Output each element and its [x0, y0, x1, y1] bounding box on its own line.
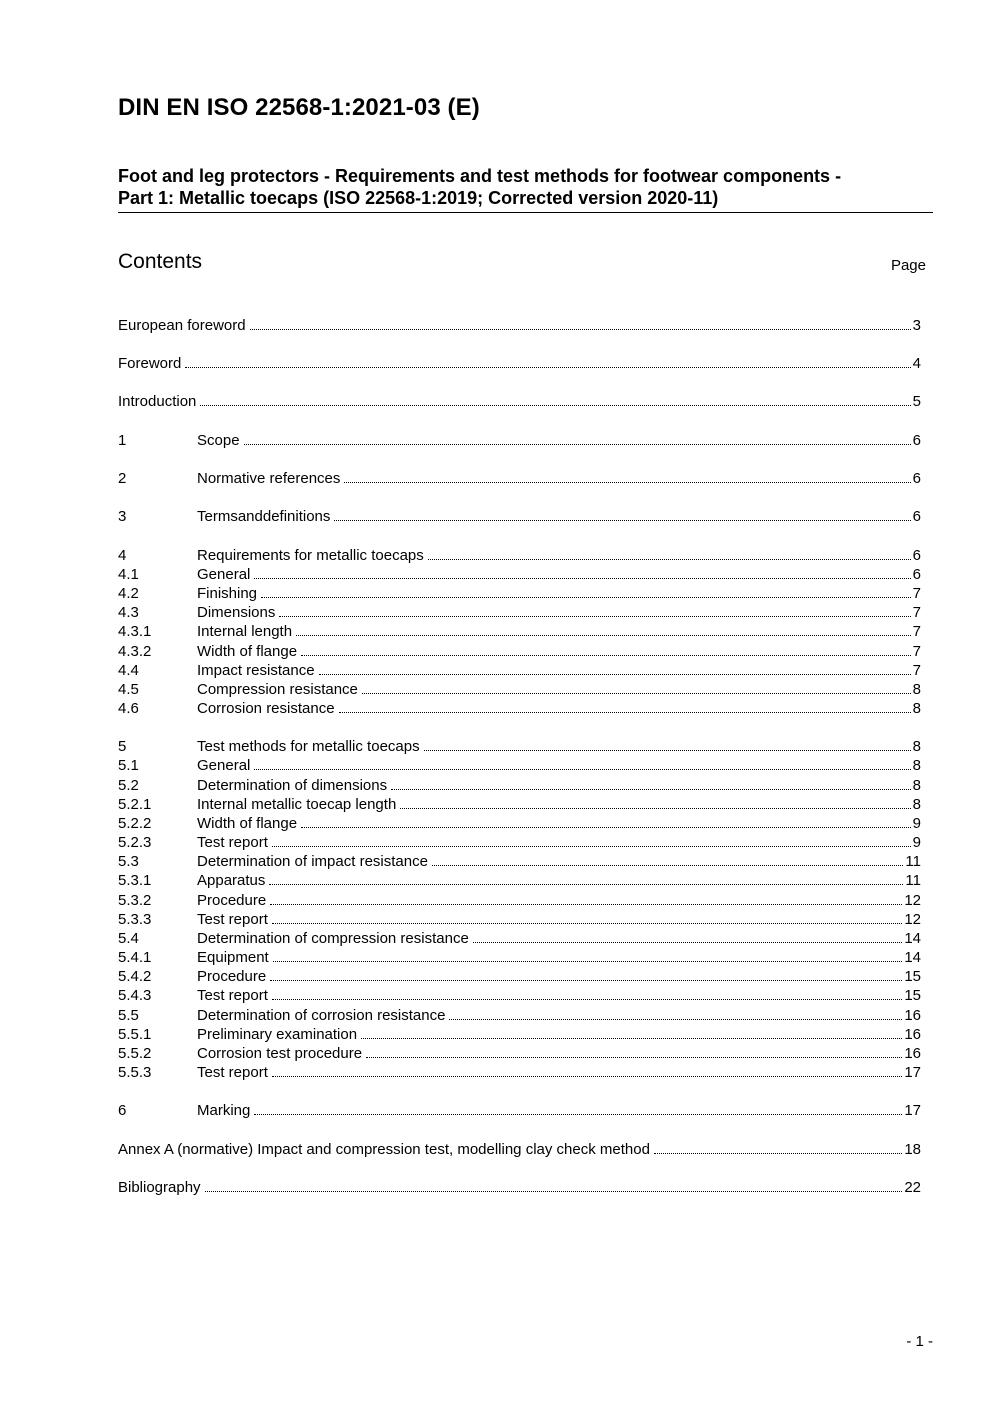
toc-entry-page: 7 [912, 623, 921, 640]
toc-entry[interactable] [118, 469, 921, 488]
toc-dot-leader [272, 910, 902, 924]
toc-entry[interactable] [118, 891, 921, 910]
toc-entry-title: Determination of compression resistance [197, 930, 469, 947]
toc-entry-number: 5.3.1 [118, 872, 152, 889]
toc-entry-title: Determination of impact resistance [197, 853, 428, 870]
toc-entry[interactable] [118, 967, 921, 986]
toc-entry-page: 3 [912, 317, 921, 334]
toc-entry-page: 7 [912, 643, 921, 660]
toc-entry-title: Compression resistance [197, 681, 358, 698]
toc-dot-leader [391, 776, 911, 790]
toc-entry-number: 4.3.2 [118, 643, 152, 660]
toc-dot-leader [279, 603, 910, 617]
toc-entry[interactable] [118, 680, 921, 699]
toc-entry-page: 17 [904, 1102, 921, 1119]
toc-dot-leader [334, 507, 910, 521]
toc-dot-leader [254, 1101, 902, 1115]
toc-entry-number: 5 [118, 738, 127, 755]
toc-entry-page: 11 [905, 853, 921, 870]
toc-entry-page: 6 [912, 470, 921, 487]
footer-page-number: - 1 - [906, 1333, 933, 1350]
toc-entry-number: 4.5 [118, 681, 139, 698]
toc-entry-number: 3 [118, 508, 127, 525]
toc-entry[interactable] [118, 354, 921, 373]
toc-entry-title: Scope [197, 432, 240, 449]
toc-entry-number: 5.3.3 [118, 911, 152, 928]
toc-entry-number: 4.3.1 [118, 623, 152, 640]
toc-entry-page: 12 [904, 892, 921, 909]
toc-entry[interactable] [118, 986, 921, 1005]
toc-dot-leader [344, 469, 910, 483]
toc-entry-page: 22 [904, 1179, 921, 1196]
toc-entry[interactable] [118, 737, 921, 756]
toc-entry-page: 15 [904, 987, 921, 1004]
toc-entry-title: Introduction [118, 393, 197, 410]
toc-entry-page: 14 [904, 949, 921, 966]
toc-entry-title: Determination of corrosion resistance [197, 1007, 446, 1024]
page-column-label: Page [890, 257, 926, 274]
toc-dot-leader [301, 642, 911, 656]
toc-dot-leader [400, 795, 910, 809]
toc-entry[interactable] [118, 910, 921, 929]
toc-entry[interactable] [118, 1140, 921, 1159]
toc-dot-leader [244, 431, 911, 445]
toc-entry[interactable] [118, 1006, 921, 1025]
toc-entry-number: 1 [118, 432, 127, 449]
toc-entry-title: Marking [197, 1102, 251, 1119]
toc-entry[interactable] [118, 795, 921, 814]
toc-entry-page: 6 [912, 508, 921, 525]
toc-entry-page: 16 [904, 1045, 921, 1062]
toc-entry-title: Procedure [197, 968, 267, 985]
toc-dot-leader [428, 546, 911, 560]
toc-entry-number: 5.5 [118, 1007, 139, 1024]
toc-dot-leader [261, 584, 911, 598]
toc-entry-number: 5.3 [118, 853, 139, 870]
toc-entry[interactable] [118, 546, 921, 565]
toc-entry-page: 6 [912, 566, 921, 583]
toc-entry-title: Foreword [118, 355, 182, 372]
toc-entry-title: Corrosion resistance [197, 700, 335, 717]
toc-entry[interactable] [118, 1101, 921, 1120]
toc-entry-title: Test methods for metallic toecaps [197, 738, 420, 755]
toc-entry-number: 5.4.1 [118, 949, 152, 966]
toc-dot-leader [200, 392, 910, 406]
toc-entry-title: General [197, 757, 251, 774]
toc-entry-title: Dimensions [197, 604, 276, 621]
toc-entry[interactable] [118, 929, 921, 948]
toc-entry-page: 7 [912, 585, 921, 602]
toc-entry-title: Internal metallic toecap length [197, 796, 397, 813]
toc-entry-number: 5.5.3 [118, 1064, 152, 1081]
toc-dot-leader [269, 871, 903, 885]
contents-title: Contents [118, 250, 203, 273]
document-title-line-2: Part 1: Metallic toecaps (ISO 22568-1:2019; Corrected version 2020-11) [118, 188, 719, 208]
toc-entry-number: 4.2 [118, 585, 139, 602]
toc-entry-number: 5.4.2 [118, 968, 152, 985]
toc-entry-title: Termsanddefinitions [197, 508, 331, 525]
toc-dot-leader [432, 852, 903, 866]
toc-entry-title: General [197, 566, 251, 583]
toc-entry-page: 8 [912, 681, 921, 698]
toc-dot-leader [362, 680, 911, 694]
toc-entry-title: Test report [197, 834, 268, 851]
toc-entry-page: 8 [912, 777, 921, 794]
toc-dot-leader [254, 756, 910, 770]
toc-entry-title: Determination of dimensions [197, 777, 388, 794]
toc-entry-title: Annex A (normative) Impact and compression test, modelling clay check method [118, 1141, 650, 1158]
contents-header [118, 250, 926, 280]
toc-dot-leader [473, 929, 903, 943]
toc-entry[interactable] [118, 1044, 921, 1063]
toc-entry-page: 7 [912, 604, 921, 621]
toc-dot-leader [449, 1006, 902, 1020]
toc-entry-page: 8 [912, 738, 921, 755]
toc-entry-title: Test report [197, 987, 268, 1004]
toc-entry-number: 4.1 [118, 566, 139, 583]
toc-entry-title: Bibliography [118, 1179, 201, 1196]
toc-entry-page: 14 [904, 930, 921, 947]
toc-dot-leader [366, 1044, 902, 1058]
toc-dot-leader [270, 891, 902, 905]
toc-entry-page: 4 [912, 355, 921, 372]
toc-entry-number: 4.6 [118, 700, 139, 717]
toc-entry-page: 9 [912, 834, 921, 851]
toc-entry[interactable] [118, 1025, 921, 1044]
toc-entry-number: 5.2 [118, 777, 139, 794]
toc-entry[interactable] [118, 392, 921, 411]
toc-entry[interactable] [118, 661, 921, 680]
toc-entry-page: 6 [912, 432, 921, 449]
toc-entry[interactable] [118, 871, 921, 890]
toc-entry-page: 11 [905, 872, 921, 889]
toc-dot-leader [319, 661, 911, 675]
toc-entry[interactable] [118, 948, 921, 967]
toc-dot-leader [301, 814, 911, 828]
toc-entry-title: Equipment [197, 949, 269, 966]
toc-entry-title: Preliminary examination [197, 1026, 358, 1043]
toc-entry-title: Width of flange [197, 815, 298, 832]
toc-dot-leader [205, 1178, 903, 1192]
toc-entry-page: 12 [904, 911, 921, 928]
toc-entry[interactable] [118, 756, 921, 775]
toc-entry-page: 16 [904, 1026, 921, 1043]
toc-dot-leader [250, 316, 911, 330]
toc-entry-number: 5.4.3 [118, 987, 152, 1004]
toc-entry[interactable] [118, 852, 921, 871]
toc-entry-page: 18 [904, 1141, 921, 1158]
toc-entry-page: 6 [912, 547, 921, 564]
toc-entry[interactable] [118, 584, 921, 603]
document-id: DIN EN ISO 22568-1:2021-03 (E) [118, 94, 480, 121]
toc-entry[interactable] [118, 622, 921, 641]
toc-dot-leader [361, 1025, 902, 1039]
toc-entry-number: 5.5.1 [118, 1026, 152, 1043]
toc-entry-page: 7 [912, 662, 921, 679]
toc-entry[interactable] [118, 603, 921, 622]
toc-entry-title: Width of flange [197, 643, 298, 660]
toc-entry-title: Test report [197, 1064, 268, 1081]
toc-entry-title: Normative references [197, 470, 341, 487]
toc-entry-page: 15 [904, 968, 921, 985]
toc-entry-number: 2 [118, 470, 127, 487]
document-title [118, 165, 933, 213]
toc-entry-number: 4.3 [118, 604, 139, 621]
toc-entry[interactable] [118, 565, 921, 584]
toc-entry[interactable] [118, 1063, 921, 1082]
toc-entry-page: 8 [912, 700, 921, 717]
toc-entry-title: European foreword [118, 317, 246, 334]
toc-entry-number: 5.2.2 [118, 815, 152, 832]
toc-entry-title: Finishing [197, 585, 258, 602]
toc-entry[interactable] [118, 431, 921, 450]
document-title-line-1: Foot and leg protectors - Requirements and test methods for footwear components - [118, 166, 842, 186]
toc-entry[interactable] [118, 507, 921, 526]
toc-entry-number: 4.4 [118, 662, 139, 679]
toc-entry-title: Corrosion test procedure [197, 1045, 363, 1062]
toc-entry-title: Requirements for metallic toecaps [197, 547, 424, 564]
toc-entry[interactable] [118, 316, 921, 335]
toc-dot-leader [339, 699, 911, 713]
toc-entry-page: 16 [904, 1007, 921, 1024]
toc-entry[interactable] [118, 642, 921, 661]
toc-dot-leader [424, 737, 911, 751]
toc-dot-leader [272, 986, 902, 1000]
toc-entry-page: 5 [912, 393, 921, 410]
toc-dot-leader [654, 1140, 902, 1154]
toc-entry[interactable] [118, 833, 921, 852]
toc-entry-number: 4 [118, 547, 127, 564]
toc-entry-title: Internal length [197, 623, 293, 640]
toc-entry-number: 5.2.1 [118, 796, 152, 813]
toc-entry-number: 6 [118, 1102, 127, 1119]
toc-entry-page: 8 [912, 757, 921, 774]
toc-dot-leader [273, 948, 903, 962]
toc-entry-number: 5.4 [118, 930, 139, 947]
toc-dot-leader [254, 565, 910, 579]
toc-entry-page: 8 [912, 796, 921, 813]
toc-dot-leader [185, 354, 910, 368]
toc-entry[interactable] [118, 699, 921, 718]
toc-entry-number: 5.1 [118, 757, 139, 774]
toc-entry-title: Test report [197, 911, 268, 928]
toc-dot-leader [272, 1063, 902, 1077]
toc-entry-number: 5.5.2 [118, 1045, 152, 1062]
toc-entry-page: 17 [904, 1064, 921, 1081]
toc-entry[interactable] [118, 814, 921, 833]
toc-entry-number: 5.3.2 [118, 892, 152, 909]
toc-entry-title: Procedure [197, 892, 267, 909]
toc-entry-page: 9 [912, 815, 921, 832]
toc-entry-title: Impact resistance [197, 662, 315, 679]
toc-entry-title: Apparatus [197, 872, 266, 889]
toc-entry[interactable] [118, 1178, 921, 1197]
toc-dot-leader [270, 967, 902, 981]
toc-entry[interactable] [118, 776, 921, 795]
toc-entry-number: 5.2.3 [118, 834, 152, 851]
toc-dot-leader [296, 622, 911, 636]
toc-dot-leader [272, 833, 911, 847]
